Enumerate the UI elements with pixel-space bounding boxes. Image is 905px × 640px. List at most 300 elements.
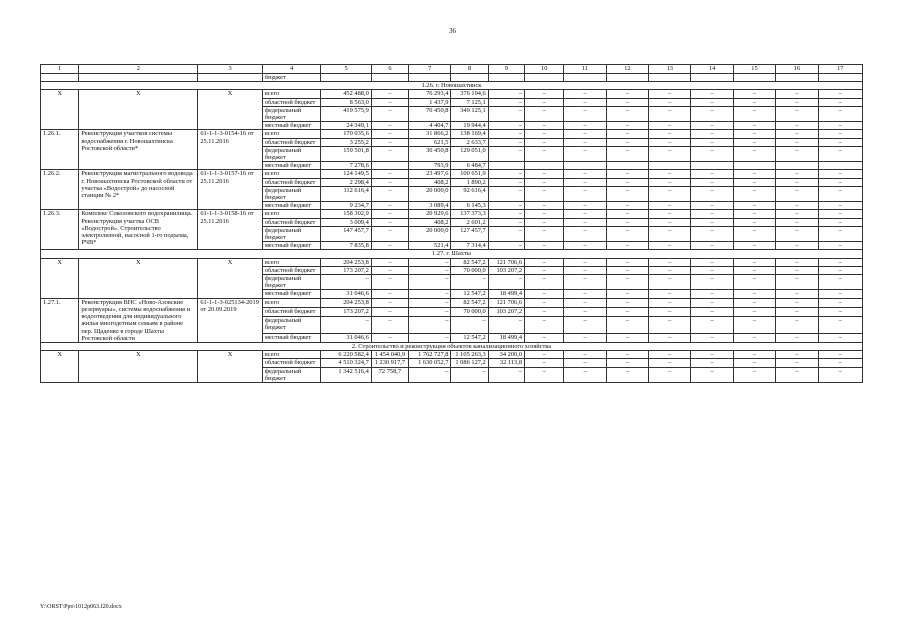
value-col9: – — [488, 186, 524, 201]
value-col7: – — [409, 258, 451, 266]
value-col8: 127 457,7 — [451, 226, 488, 241]
value-empty: – — [733, 210, 775, 218]
value-empty: – — [776, 210, 818, 218]
value-col9: 121 706,6 — [488, 298, 524, 307]
value-empty: – — [606, 98, 648, 106]
value-total: 159 501,8 — [321, 146, 371, 161]
value-col6: – — [371, 290, 408, 298]
value-col8: 92 616,4 — [451, 186, 488, 201]
value-empty: – — [691, 226, 733, 241]
value-empty: – — [733, 226, 775, 241]
column-number: 8 — [451, 65, 488, 74]
funding-type: всего — [262, 298, 320, 307]
value-col7: – — [409, 367, 451, 382]
value-empty: – — [649, 170, 691, 178]
value-col9: – — [488, 218, 524, 226]
value-empty: – — [564, 170, 606, 178]
value-col6 — [371, 162, 408, 170]
value-col6: – — [371, 178, 408, 186]
value-empty: – — [776, 178, 818, 186]
value-total: 2 298,4 — [321, 178, 371, 186]
value-col8: 82 547,2 — [451, 258, 488, 266]
value-empty: – — [733, 170, 775, 178]
funding-type: областной бюджет — [262, 178, 320, 186]
object-name: Комплекс Соколовского водохранилища. Реконструкция участка ОСВ «Водострой». Строительство электролизной, насосной 1-го подъема, РЧВ* — [79, 210, 198, 250]
table-cell — [564, 74, 606, 82]
table-cell — [409, 74, 451, 82]
value-empty: – — [606, 186, 648, 201]
expertise-number: 61-1-1-3-025134-2019 от 20.09.2019 — [198, 298, 263, 342]
value-empty: – — [733, 98, 775, 106]
value-empty: – — [525, 146, 564, 161]
funding-type: федеральный бюджет — [262, 226, 320, 241]
value-empty: – — [776, 367, 818, 382]
value-empty: – — [733, 298, 775, 307]
value-total: 7 835,8 — [321, 242, 371, 250]
value-empty: – — [818, 258, 862, 266]
value-empty: – — [525, 122, 564, 130]
table-row — [41, 298, 863, 307]
funding-type: федеральный бюджет — [262, 316, 320, 333]
value-total: 9 234,7 — [321, 202, 371, 210]
funding-type: местный бюджет — [262, 242, 320, 250]
value-empty: – — [606, 290, 648, 298]
value-total: 147 457,7 — [321, 226, 371, 241]
value-empty: – — [691, 146, 733, 161]
value-col7: – — [409, 316, 451, 333]
value-empty: – — [606, 266, 648, 274]
expertise-number: Х — [198, 351, 263, 383]
value-empty: – — [818, 218, 862, 226]
value-empty: – — [691, 138, 733, 146]
value-empty: – — [525, 170, 564, 178]
value-col9: – — [488, 178, 524, 186]
value-empty: – — [649, 226, 691, 241]
funding-type: федеральный бюджет — [262, 275, 320, 290]
value-total: 173 207,2 — [321, 307, 371, 316]
value-empty: – — [733, 367, 775, 382]
value-total: 170 035,6 — [321, 130, 371, 138]
object-name: Х — [79, 258, 198, 298]
table-cell — [525, 74, 564, 82]
value-empty: – — [564, 122, 606, 130]
value-total: – — [321, 316, 371, 333]
value-col9: – — [488, 316, 524, 333]
expertise-number: 61-1-1-3-0154-16 от 25.11.2016 — [198, 130, 263, 170]
column-number: 11 — [564, 65, 606, 74]
value-total: 7 278,6 — [321, 162, 371, 170]
value-empty: – — [525, 351, 564, 359]
value-empty: – — [818, 266, 862, 274]
value-empty: – — [564, 367, 606, 382]
budget-table — [40, 64, 863, 383]
value-empty: – — [606, 170, 648, 178]
value-empty: – — [776, 106, 818, 121]
funding-type: всего — [262, 170, 320, 178]
value-col7: 408,2 — [409, 218, 451, 226]
value-empty: – — [818, 202, 862, 210]
value-empty: – — [691, 333, 733, 342]
value-empty: – — [776, 202, 818, 210]
table-row — [41, 210, 863, 218]
value-col8: – — [451, 367, 488, 382]
value-empty: – — [776, 218, 818, 226]
value-col7: 408,2 — [409, 178, 451, 186]
value-empty: – — [564, 307, 606, 316]
value-col7: – — [409, 298, 451, 307]
funding-type: всего — [262, 351, 320, 359]
value-empty: – — [818, 307, 862, 316]
value-empty: – — [606, 130, 648, 138]
value-empty: – — [649, 333, 691, 342]
value-col7: 30 450,8 — [409, 146, 451, 161]
column-number: 13 — [649, 65, 691, 74]
value-empty: – — [525, 307, 564, 316]
value-empty: – — [606, 218, 648, 226]
value-empty: – — [691, 202, 733, 210]
value-empty: – — [564, 298, 606, 307]
value-col8: 1 086 127,2 — [451, 359, 488, 367]
value-empty: – — [525, 130, 564, 138]
value-empty: – — [525, 333, 564, 342]
value-empty: – — [691, 298, 733, 307]
value-col6: – — [371, 226, 408, 241]
value-empty: – — [525, 359, 564, 367]
value-col8: 2 633,7 — [451, 138, 488, 146]
column-number: 10 — [525, 65, 564, 74]
value-empty: – — [818, 178, 862, 186]
value-empty: – — [525, 106, 564, 121]
value-empty: – — [564, 130, 606, 138]
table-row — [41, 74, 863, 82]
value-col8: 129 051,0 — [451, 146, 488, 161]
value-col6: – — [371, 307, 408, 316]
value-empty — [776, 162, 818, 170]
value-empty: – — [818, 290, 862, 298]
value-col9: 103 207,2 — [488, 266, 524, 274]
expertise-number: Х — [198, 90, 263, 130]
value-col9: 34 200,0 — [488, 351, 524, 359]
object-name: Х — [79, 351, 198, 383]
value-total: 204 253,8 — [321, 298, 371, 307]
value-col7: – — [409, 333, 451, 342]
value-empty: – — [564, 258, 606, 266]
value-total: 3 255,2 — [321, 138, 371, 146]
value-col9: – — [488, 210, 524, 218]
value-empty: – — [649, 106, 691, 121]
value-col8: 70 000,0 — [451, 307, 488, 316]
value-col6: – — [371, 106, 408, 121]
section-row — [41, 250, 863, 258]
value-empty: – — [691, 367, 733, 382]
value-empty: – — [818, 316, 862, 333]
value-col6: 1 230 917,7 — [371, 359, 408, 367]
value-empty: – — [691, 275, 733, 290]
value-empty: – — [649, 290, 691, 298]
section-title: 2. Строительство и реконструкция объектов канализационного хозяйства — [41, 342, 863, 350]
value-empty: – — [776, 275, 818, 290]
value-col6: – — [371, 186, 408, 201]
value-col8: – — [451, 275, 488, 290]
value-empty: – — [525, 138, 564, 146]
value-col8: 6 145,3 — [451, 202, 488, 210]
table-cell — [488, 74, 524, 82]
value-total: 3 009,4 — [321, 218, 371, 226]
value-empty: – — [691, 258, 733, 266]
column-number: 6 — [371, 65, 408, 74]
value-col8: 6 484,7 — [451, 162, 488, 170]
value-col6: – — [371, 138, 408, 146]
value-col6: – — [371, 90, 408, 98]
value-total: 6 220 582,4 — [321, 351, 371, 359]
section-row — [41, 342, 863, 350]
value-empty: – — [733, 138, 775, 146]
value-col9: – — [488, 242, 524, 250]
table-cell — [451, 74, 488, 82]
value-empty: – — [606, 178, 648, 186]
value-col6: – — [371, 218, 408, 226]
value-empty: – — [776, 98, 818, 106]
table-cell — [41, 74, 79, 82]
file-path-footer: Y:\ORST\Ppo\1012p063.f20.docx — [40, 604, 122, 610]
value-empty: – — [776, 333, 818, 342]
value-empty: – — [733, 359, 775, 367]
value-empty: – — [564, 333, 606, 342]
item-number: 1.26.2. — [41, 170, 79, 210]
value-col8: 349 125,1 — [451, 106, 488, 121]
value-empty: – — [818, 333, 862, 342]
value-empty: – — [649, 178, 691, 186]
value-empty: – — [776, 146, 818, 161]
value-col9: – — [488, 138, 524, 146]
value-col8: 100 651,9 — [451, 170, 488, 178]
value-empty: – — [691, 351, 733, 359]
value-empty: – — [691, 178, 733, 186]
page-number: 36 — [449, 27, 456, 35]
funding-type: местный бюджет — [262, 290, 320, 298]
value-col9: – — [488, 202, 524, 210]
value-total: 112 616,4 — [321, 186, 371, 201]
value-col7: 20 929,6 — [409, 210, 451, 218]
value-empty: – — [733, 178, 775, 186]
value-empty: – — [525, 275, 564, 290]
value-empty: – — [691, 122, 733, 130]
value-empty: – — [691, 218, 733, 226]
value-empty: – — [776, 122, 818, 130]
value-col6: – — [371, 333, 408, 342]
value-total: 452 488,0 — [321, 90, 371, 98]
value-col6: – — [371, 316, 408, 333]
value-col7: 70 450,8 — [409, 106, 451, 121]
object-name: Реконструкция участков системы водоснабжения г. Новошахтинска Ростовской области* — [79, 130, 198, 170]
table-cell — [321, 74, 371, 82]
value-col9: 121 706,6 — [488, 258, 524, 266]
value-col8: 70 000,0 — [451, 266, 488, 274]
value-empty: – — [606, 138, 648, 146]
table-row — [41, 351, 863, 359]
value-total: 4 510 324,7 — [321, 359, 371, 367]
value-empty: – — [733, 351, 775, 359]
value-empty: – — [606, 333, 648, 342]
value-empty: – — [525, 90, 564, 98]
value-empty: – — [649, 146, 691, 161]
value-col8: 12 547,2 — [451, 333, 488, 342]
value-empty: – — [776, 316, 818, 333]
value-empty: – — [818, 298, 862, 307]
value-empty: – — [649, 218, 691, 226]
table-cell — [606, 74, 648, 82]
value-col9: – — [488, 98, 524, 106]
value-empty — [525, 162, 564, 170]
value-empty: – — [564, 106, 606, 121]
value-empty: – — [649, 98, 691, 106]
value-empty: – — [733, 202, 775, 210]
value-empty: – — [606, 351, 648, 359]
value-col8: 12 547,2 — [451, 290, 488, 298]
value-col7: 1 762 727,8 — [409, 351, 451, 359]
funding-type: областной бюджет — [262, 359, 320, 367]
value-empty: – — [606, 106, 648, 121]
value-total: 31 046,6 — [321, 290, 371, 298]
value-col9: – — [488, 226, 524, 241]
value-col9: – — [488, 146, 524, 161]
value-empty: – — [649, 202, 691, 210]
value-col7: 20 000,0 — [409, 226, 451, 241]
value-empty — [818, 162, 862, 170]
value-empty: – — [606, 367, 648, 382]
value-empty: – — [606, 226, 648, 241]
value-empty: – — [818, 130, 862, 138]
value-empty: – — [606, 298, 648, 307]
value-empty: – — [649, 186, 691, 201]
value-col6: 72 758,7 — [371, 367, 408, 382]
value-empty: – — [525, 242, 564, 250]
value-empty: – — [733, 258, 775, 266]
value-col8: 376 194,6 — [451, 90, 488, 98]
column-number: 7 — [409, 65, 451, 74]
value-empty: – — [733, 307, 775, 316]
funding-type: всего — [262, 210, 320, 218]
value-empty: – — [776, 359, 818, 367]
value-empty: – — [776, 90, 818, 98]
item-number: 1.27.1. — [41, 298, 79, 342]
item-number: Х — [41, 90, 79, 130]
section-title: 1.27. г. Шахты — [41, 250, 863, 258]
value-col6: – — [371, 122, 408, 130]
value-empty: – — [525, 316, 564, 333]
table-cell — [691, 74, 733, 82]
funding-type: местный бюджет — [262, 162, 320, 170]
table-cell — [776, 74, 818, 82]
value-empty: – — [564, 226, 606, 241]
value-empty: – — [564, 98, 606, 106]
value-total: 158 302,9 — [321, 210, 371, 218]
value-col6: – — [371, 298, 408, 307]
value-empty: – — [733, 266, 775, 274]
value-empty: – — [691, 307, 733, 316]
value-empty: – — [606, 90, 648, 98]
value-empty: – — [525, 258, 564, 266]
value-empty: – — [606, 242, 648, 250]
value-empty — [606, 162, 648, 170]
value-empty: – — [818, 242, 862, 250]
value-empty: – — [649, 266, 691, 274]
value-empty: – — [649, 307, 691, 316]
value-col9: 18 499,4 — [488, 290, 524, 298]
value-total: 124 149,5 — [321, 170, 371, 178]
value-col9: 18 499,4 — [488, 333, 524, 342]
value-empty — [733, 162, 775, 170]
value-empty — [564, 162, 606, 170]
funding-type: областной бюджет — [262, 266, 320, 274]
value-empty: – — [691, 316, 733, 333]
value-empty: – — [649, 351, 691, 359]
value-col9: – — [488, 275, 524, 290]
value-empty: – — [525, 202, 564, 210]
funding-type: местный бюджет — [262, 333, 320, 342]
value-col9: – — [488, 106, 524, 121]
value-empty: – — [649, 242, 691, 250]
table-cell — [79, 74, 198, 82]
value-empty: – — [776, 242, 818, 250]
value-col9: – — [488, 90, 524, 98]
value-empty: – — [564, 90, 606, 98]
value-empty: – — [818, 106, 862, 121]
value-empty: – — [776, 130, 818, 138]
funding-type: областной бюджет — [262, 98, 320, 106]
value-total: 31 046,6 — [321, 333, 371, 342]
column-number-row — [41, 65, 863, 74]
value-empty: – — [733, 218, 775, 226]
value-empty: – — [606, 275, 648, 290]
value-empty: – — [691, 98, 733, 106]
funding-type: всего — [262, 130, 320, 138]
object-name: Реконструкция ВНС «Ново-Азовские резервуары», системы водоснабжения и водоотведения для индивидуального жилья многодетным семьям в районе пер. Щаденко в городе Шахты Ростовской области — [79, 298, 198, 342]
value-empty: – — [691, 210, 733, 218]
value-empty: – — [564, 218, 606, 226]
value-col8: – — [451, 316, 488, 333]
value-empty: – — [691, 186, 733, 201]
value-col6: – — [371, 146, 408, 161]
value-empty: – — [776, 186, 818, 201]
value-empty: – — [691, 170, 733, 178]
value-empty: – — [606, 146, 648, 161]
value-col7: – — [409, 290, 451, 298]
value-empty: – — [564, 202, 606, 210]
value-total: 173 207,2 — [321, 266, 371, 274]
value-empty: – — [564, 146, 606, 161]
value-col9: 32 113,8 — [488, 359, 524, 367]
value-empty: – — [564, 359, 606, 367]
value-col7: 621,5 — [409, 138, 451, 146]
funding-type: федеральный бюджет — [262, 146, 320, 161]
column-number: 15 — [733, 65, 775, 74]
value-empty: – — [564, 316, 606, 333]
value-empty: – — [525, 218, 564, 226]
value-empty: – — [776, 258, 818, 266]
value-empty: – — [818, 170, 862, 178]
value-empty: – — [818, 359, 862, 367]
funding-type: бюджет — [262, 74, 320, 82]
value-empty: – — [776, 298, 818, 307]
column-number: 12 — [606, 65, 648, 74]
funding-type: федеральный бюджет — [262, 106, 320, 121]
value-col9 — [488, 162, 524, 170]
value-empty: – — [776, 351, 818, 359]
value-empty: – — [776, 266, 818, 274]
value-empty: – — [606, 307, 648, 316]
value-empty: – — [525, 367, 564, 382]
